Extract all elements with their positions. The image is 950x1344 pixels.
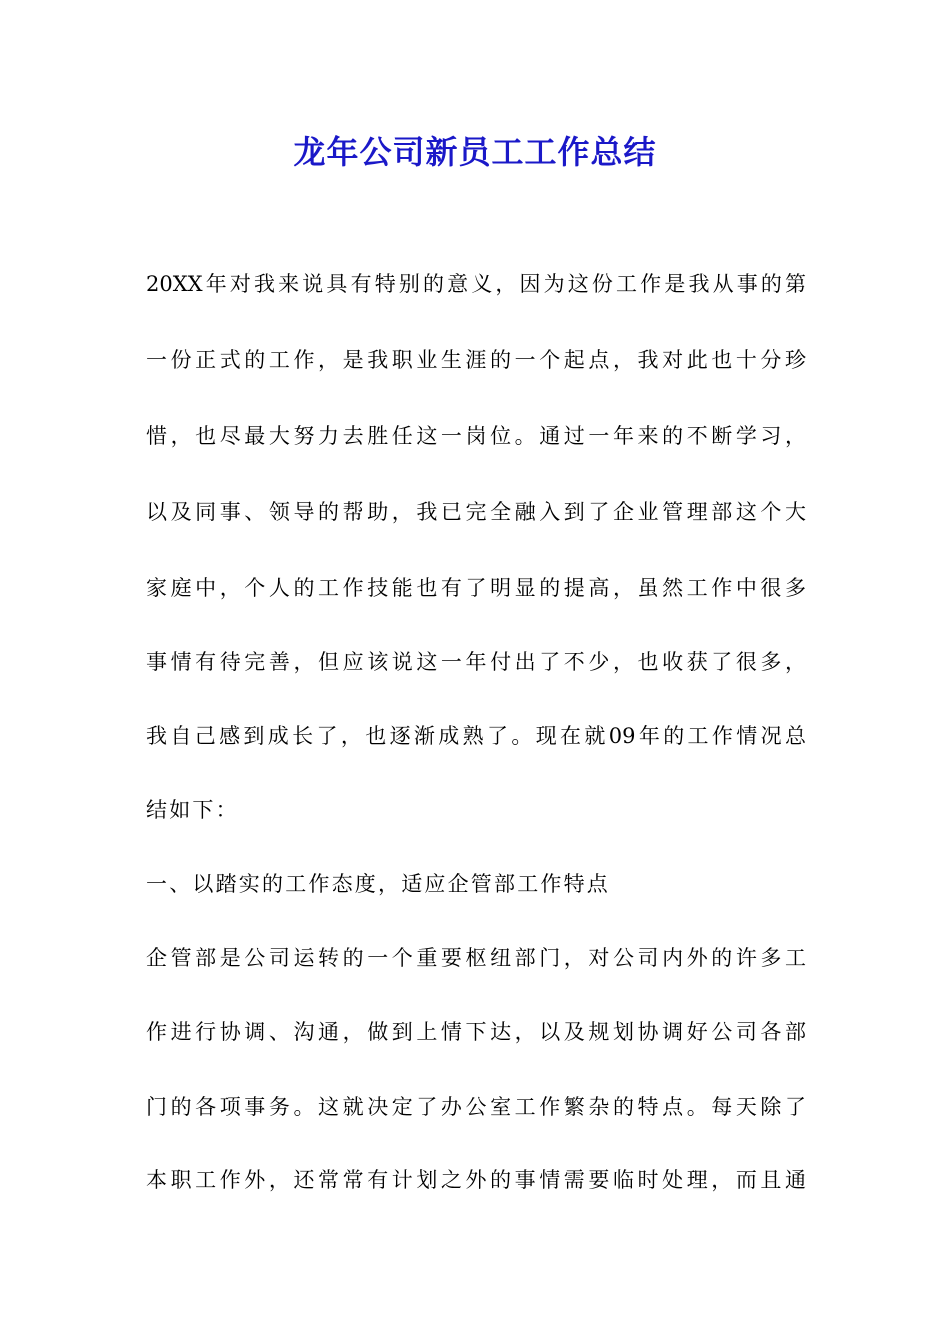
body-line-8: 结如下： <box>146 798 239 822</box>
body-line-3: 惜，也尽最大努力去胜任这一岗位。通过一年来的不断学习， <box>146 424 806 448</box>
body-line-11: 作进行协调、沟通，做到上情下达，以及规划协调好公司各部 <box>146 1020 806 1044</box>
body-line-5: 家庭中，个人的工作技能也有了明显的提高，虽然工作中很多 <box>146 576 806 600</box>
document-title: 龙年公司新员工工作总结 <box>293 133 657 171</box>
body-line-2: 一份正式的工作，是我职业生涯的一个起点，我对此也十分珍 <box>146 348 806 372</box>
body-line-4: 以及同事、领导的帮助，我已完全融入到了企业管理部这个大 <box>146 500 806 524</box>
body-line-6: 事情有待完善，但应该说这一年付出了不少，也收获了很多， <box>146 650 806 674</box>
body-line-7: 我自己感到成长了，也逐渐成熟了。现在就09年的工作情况总 <box>146 724 806 748</box>
body-line-12: 门的各项事务。这就决定了办公室工作繁杂的特点。每天除了 <box>146 1095 806 1119</box>
section-heading: 一、以踏实的工作态度，适应企管部工作特点 <box>146 872 610 896</box>
body-line-13: 本职工作外，还常常有计划之外的事情需要临时处理，而且通 <box>146 1168 806 1192</box>
body-line-10: 企管部是公司运转的一个重要枢纽部门，对公司内外的许多工 <box>146 946 806 970</box>
body-line-1: 20XX年对我来说具有特别的意义，因为这份工作是我从事的第 <box>146 272 806 296</box>
